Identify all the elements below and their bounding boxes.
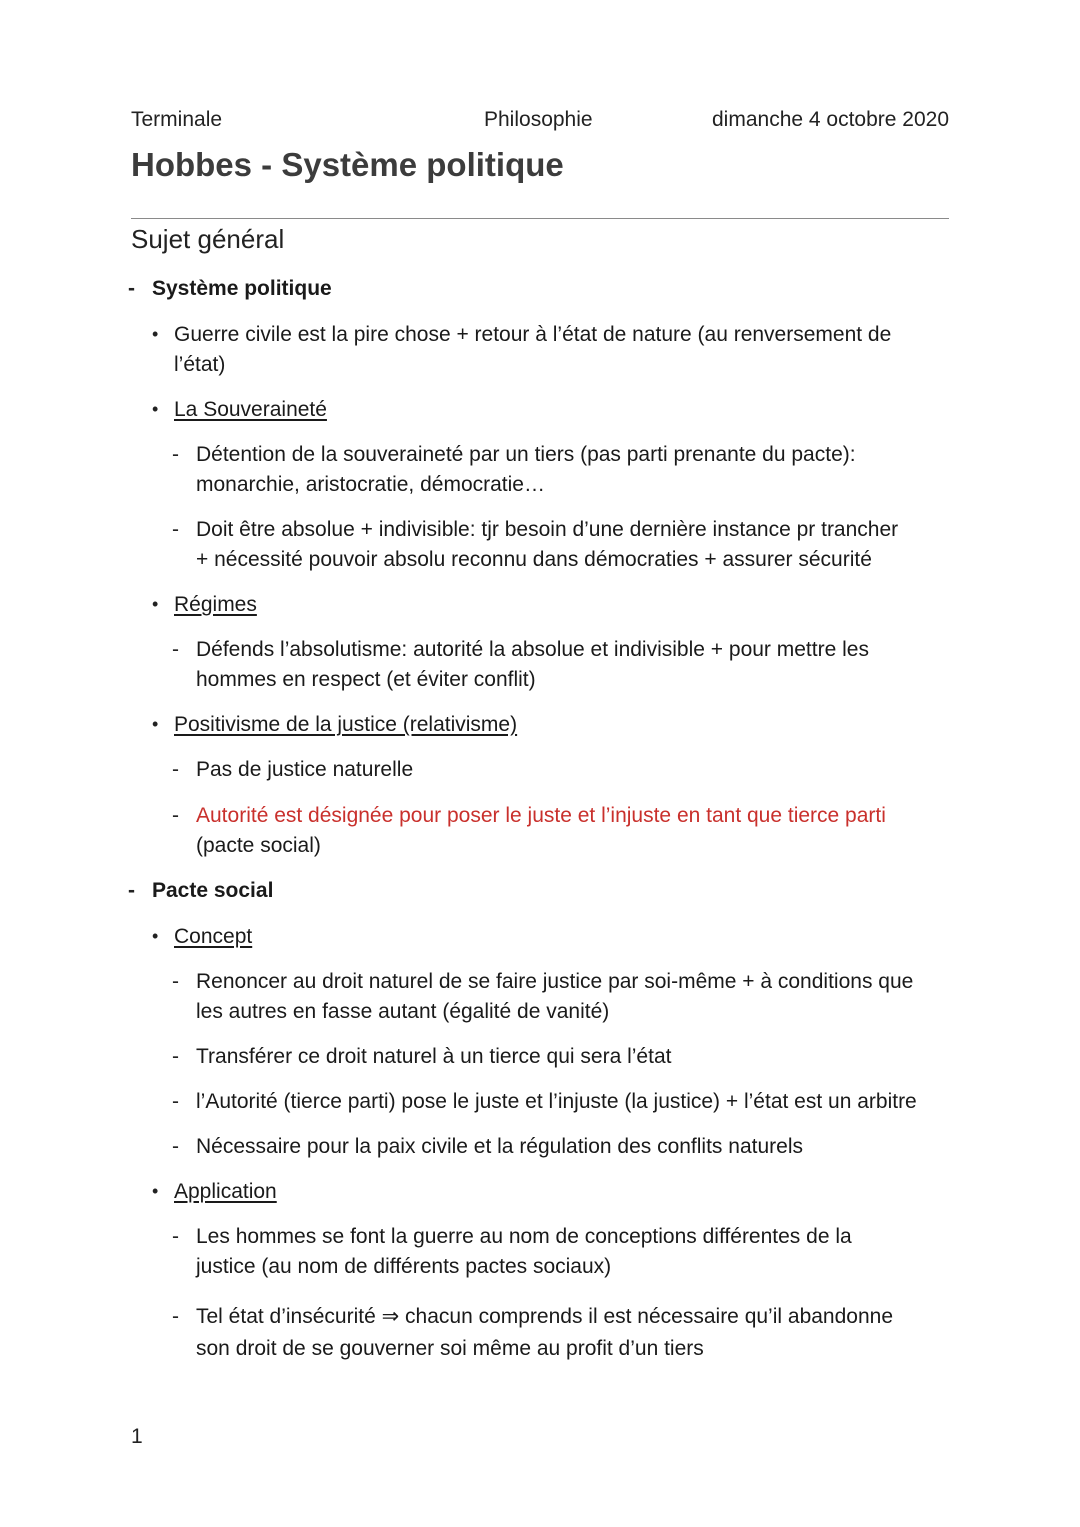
dash-marker: - [172,758,179,781]
list-item: l’Autorité (tierce parti) pose le juste et l’injuste (la justice) + l’état est un arbitre [196,1090,917,1113]
page-number: 1 [131,1425,143,1448]
list-item: Pas de justice naturelle [196,758,414,781]
dash-marker: - [172,443,179,466]
subheading-regimes: Régimes [174,593,257,616]
dash-marker: - [172,1225,179,1248]
dash-marker: - [172,970,179,993]
bullet-marker: • [152,714,159,734]
list-item: hommes en respect (et éviter conflit) [196,668,536,691]
heading-pacte-social: Pacte social [152,879,274,902]
subheading-souverainete: La Souveraineté [174,398,327,421]
title-divider [131,218,949,219]
list-item: monarchie, aristocratie, démocratie… [196,473,545,496]
list-item: les autres en fasse autant (égalité de vanité) [196,1000,610,1023]
dash-marker: - [172,638,179,661]
list-item: Nécessaire pour la paix civile et la régulation des conflits naturels [196,1135,803,1158]
list-item: + nécessité pouvoir absolu reconnu dans démocraties + assurer sécurité [196,548,872,571]
dash-marker: - [128,879,135,902]
heading-systeme-politique: Système politique [152,277,332,300]
list-item: son droit de se gouverner soi même au profit d’un tiers [196,1337,704,1360]
list-item: (pacte social) [196,834,321,857]
bullet-marker: • [152,1181,159,1201]
subheading-application: Application [174,1180,277,1203]
dash-marker: - [128,277,135,300]
dash-marker: - [172,1135,179,1158]
dash-marker: - [172,1090,179,1113]
subheading-concept: Concept [174,925,253,948]
dash-marker: - [172,518,179,541]
header-subject: Philosophie [484,108,593,131]
dash-marker: - [172,1305,179,1328]
list-item: Détention de la souveraineté par un tiers (pas parti prenante du pacte): [196,443,856,466]
bullet-marker: • [152,926,159,946]
list-item: Guerre civile est la pire chose + retour à l’état de nature (au renversement de [174,323,892,346]
header-level: Terminale [131,108,223,131]
page-title: Hobbes - Système politique [131,146,564,183]
dash-marker: - [172,1045,179,1068]
bullet-marker: • [152,594,159,614]
list-item: Doit être absolue + indivisible: tjr besoin d’une dernière instance pr trancher [196,518,899,541]
list-item: l’état) [174,353,226,376]
list-item: Tel état d’insécurité ⇒ chacun comprends il est nécessaire qu’il abandonne [196,1305,893,1328]
section-heading: Sujet général [131,224,285,254]
subheading-positivisme: Positivisme de la justice (relativisme) [174,713,518,736]
list-item: Transférer ce droit naturel à un tierce qui sera l’état [196,1045,672,1068]
bullet-marker: • [152,399,159,419]
header-date: dimanche 4 octobre 2020 [712,108,949,131]
list-item: Les hommes se font la guerre au nom de conceptions différentes de la [196,1225,852,1248]
bullet-marker: • [152,324,159,344]
dash-marker: - [172,804,179,827]
highlighted-item: Autorité est désignée pour poser le juste et l’injuste en tant que tierce parti [196,804,886,827]
list-item: Défends l’absolutisme: autorité la absolue et indivisible + pour mettre les [196,638,869,661]
list-item: Renoncer au droit naturel de se faire justice par soi-même + à conditions que [196,970,914,993]
list-item: justice (au nom de différents pactes sociaux) [196,1255,612,1278]
